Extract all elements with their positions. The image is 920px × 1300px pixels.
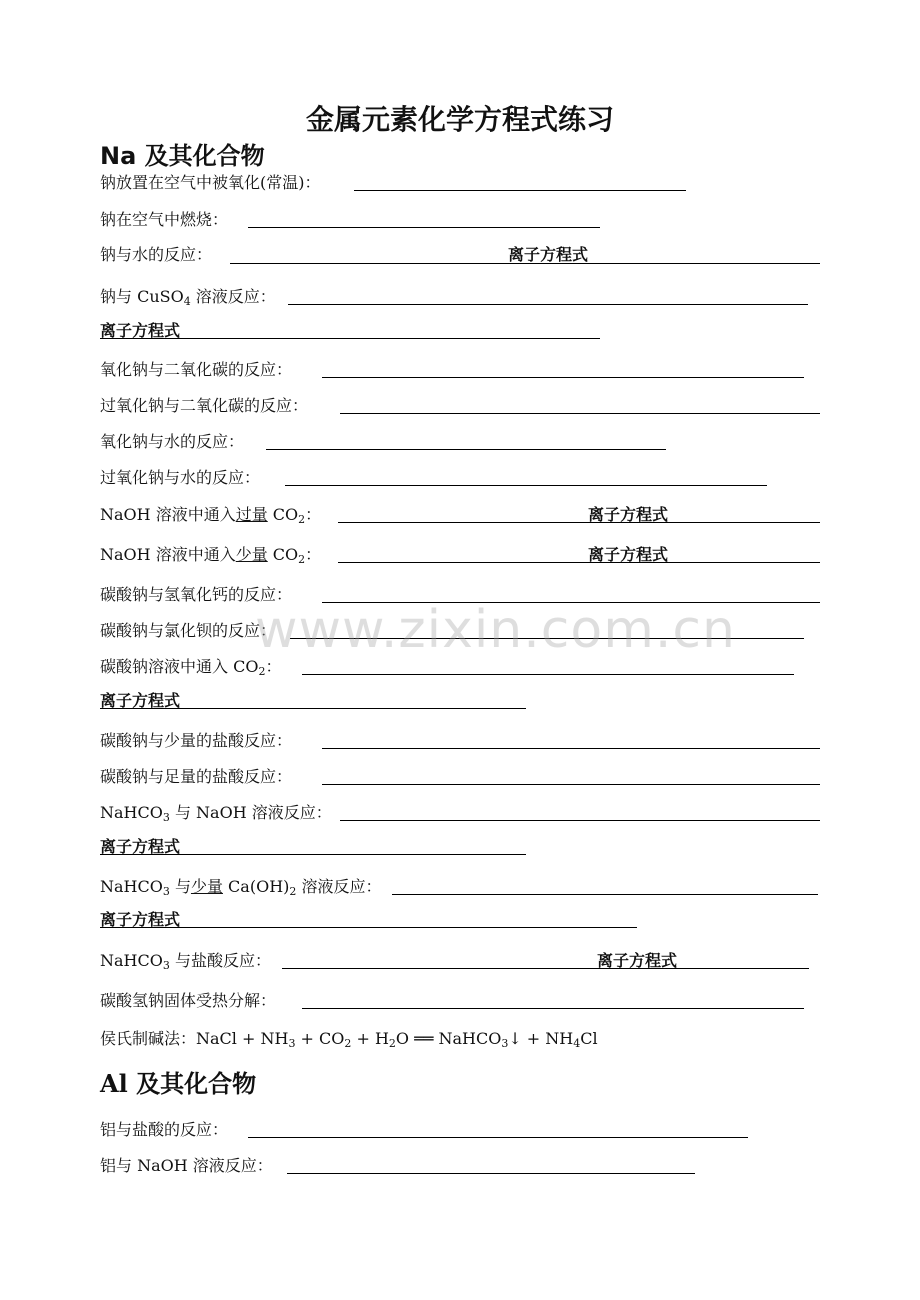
question-al-1: 铝与盐酸的反应： (100, 1120, 229, 1139)
answer-line[interactable] (322, 377, 804, 378)
question-na-16 (100, 801, 332, 825)
ion-equation-label: 离子方程式 (100, 321, 181, 340)
ion-equation-label: 离子方程式 (100, 837, 181, 856)
q9-underlined: 过量 (235, 505, 268, 524)
q4-sub: 4 (183, 295, 191, 308)
q9-sub: 2 (298, 513, 306, 526)
q16-text-b: 与 NaOH 溶液反应： (169, 803, 332, 822)
question-na-5: 氧化钠与二氧化碳的反应： (100, 360, 293, 379)
answer-line[interactable] (340, 820, 820, 821)
q4-text-b: 溶液反应： (190, 287, 276, 306)
q10-sub: 2 (298, 553, 306, 566)
q9-text-a: NaOH 溶液中通入 (100, 505, 236, 524)
section-heading-na: Na 及其化合物 (100, 142, 265, 170)
q18-text-b: 与盐酸反应： (169, 951, 271, 970)
ion-equation-label: 离子方程式 (100, 910, 181, 929)
answer-line[interactable] (288, 304, 808, 305)
q17-sub: 3 (162, 885, 170, 898)
question-na-10 (100, 543, 321, 567)
q20-s1: 3 (288, 1037, 296, 1050)
question-na-15: 碳酸钠与足量的盐酸反应： (100, 767, 293, 786)
q9-text-b: CO (267, 505, 299, 524)
hou-process-equation (100, 1027, 598, 1051)
q17-text-b: 与 (169, 877, 191, 896)
section-heading-al (100, 1064, 256, 1099)
answer-line[interactable] (322, 784, 820, 785)
ion-equation-label: 离子方程式 (597, 951, 678, 970)
q20-s5: 4 (573, 1037, 581, 1050)
answer-line[interactable] (322, 748, 820, 749)
q20-b: + CO (295, 1029, 345, 1048)
answer-line[interactable] (248, 227, 600, 228)
q4-text-a: 钠与 CuSO (100, 287, 184, 306)
ion-equation-label: 离子方程式 (508, 245, 589, 264)
al-rest: 及其化合物 (127, 1070, 257, 1098)
q17-underlined: 少量 (190, 877, 223, 896)
q10-text-b: CO (267, 545, 299, 564)
q9-text-c: ： (305, 505, 322, 524)
question-na-9 (100, 503, 321, 527)
q20-d: O ══ NaHCO (395, 1029, 502, 1048)
ion-equation-label: 离子方程式 (100, 691, 181, 710)
answer-line[interactable] (100, 854, 526, 855)
q13-sub: 2 (258, 665, 266, 678)
page-title: 金属元素化学方程式练习 (305, 103, 614, 136)
q20-c: + H (351, 1029, 389, 1048)
q20-s2: 2 (344, 1037, 352, 1050)
q16-text-a: NaHCO (100, 803, 163, 822)
q20-a: 侯氏制碱法：NaCl + NH (100, 1029, 289, 1048)
question-na-7: 氧化钠与水的反应： (100, 432, 245, 451)
q20-s4: 3 (501, 1037, 509, 1050)
question-na-18 (100, 949, 271, 973)
answer-line[interactable] (340, 413, 820, 414)
answer-line[interactable] (100, 338, 600, 339)
q10-underlined: 少量 (235, 545, 268, 564)
answer-line[interactable] (287, 1173, 695, 1174)
q20-s3: 2 (388, 1037, 396, 1050)
ion-equation-label: 离子方程式 (588, 545, 669, 564)
q20-e: ↓ + NH (508, 1029, 574, 1048)
question-al-2: 铝与 NaOH 溶液反应： (100, 1156, 273, 1175)
answer-line[interactable] (302, 674, 794, 675)
answer-line[interactable] (392, 894, 818, 895)
answer-line[interactable] (282, 968, 809, 969)
question-na-8: 过氧化钠与水的反应： (100, 468, 261, 487)
answer-line[interactable] (338, 562, 820, 563)
q18-text-a: NaHCO (100, 951, 163, 970)
q10-text-a: NaOH 溶液中通入 (100, 545, 236, 564)
answer-line[interactable] (266, 449, 666, 450)
answer-line[interactable] (285, 485, 767, 486)
q20-f: Cl (580, 1029, 598, 1048)
question-na-14: 碳酸钠与少量的盐酸反应： (100, 731, 293, 750)
question-na-12: 碳酸钠与氯化钡的反应： (100, 621, 277, 640)
q17-text-d: 溶液反应： (296, 877, 382, 896)
question-na-17 (100, 875, 381, 899)
q16-sub: 3 (162, 811, 170, 824)
q17-sub2: 2 (289, 885, 297, 898)
q13-text-a: 碳酸钠溶液中通入 CO (100, 657, 259, 676)
answer-line[interactable] (100, 927, 637, 928)
answer-line[interactable] (248, 1137, 748, 1138)
question-na-11: 碳酸钠与氢氧化钙的反应： (100, 585, 293, 604)
question-na-3: 钠与水的反应： (100, 245, 213, 264)
q17-text-a: NaHCO (100, 877, 163, 896)
answer-line[interactable] (100, 708, 526, 709)
q10-text-c: ： (305, 545, 322, 564)
q17-text-c: Ca(OH) (222, 877, 290, 896)
answer-line[interactable] (302, 1008, 804, 1009)
ion-equation-label: 离子方程式 (588, 505, 669, 524)
al-prefix: Al (100, 1069, 128, 1098)
question-na-19: 碳酸氢钠固体受热分解： (100, 991, 277, 1010)
watermark: www.zixin.com.cn (255, 600, 736, 660)
q18-sub: 3 (162, 959, 170, 972)
question-na-2: 钠在空气中燃烧： (100, 210, 229, 229)
question-na-4 (100, 285, 276, 309)
answer-line[interactable] (354, 190, 686, 191)
question-na-6: 过氧化钠与二氧化碳的反应： (100, 396, 309, 415)
question-na-1: 钠放置在空气中被氧化(常温)： (100, 173, 321, 192)
answer-line[interactable] (338, 522, 820, 523)
q13-text-b: ： (265, 657, 282, 676)
